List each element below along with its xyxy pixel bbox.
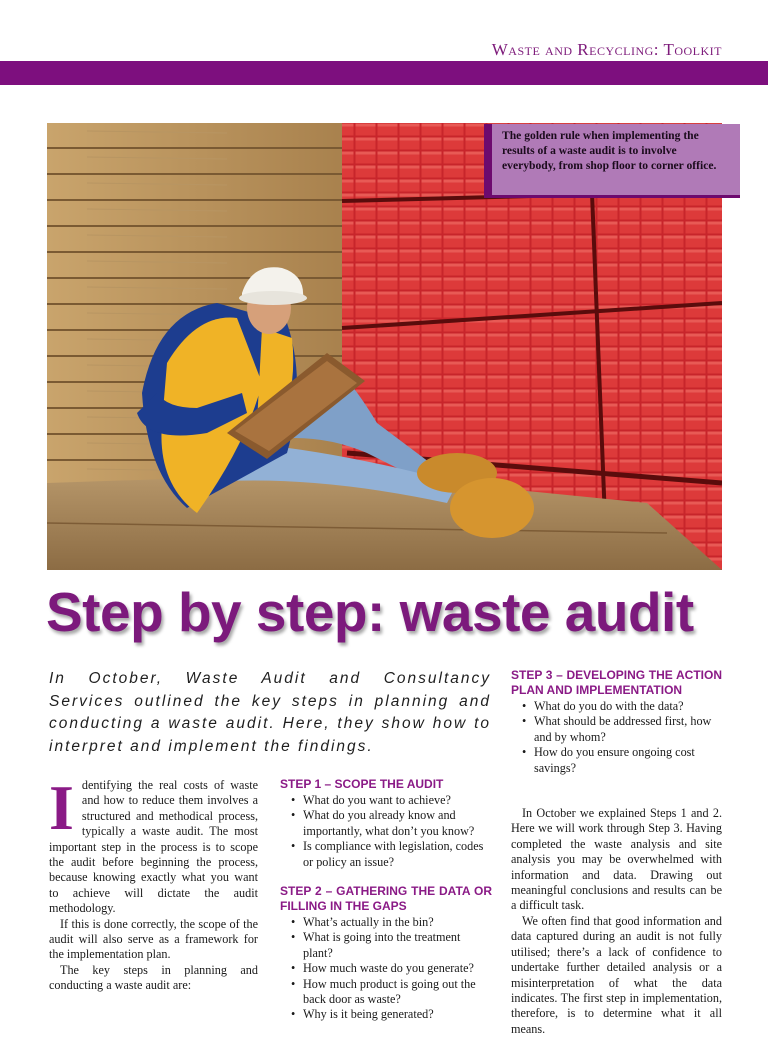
body-paragraph: In October we explained Steps 1 and 2. Here we will work through Step 3. Having completed the waste analysis and site analysis you may be overwhelmed with information and data. Drawing out meaningful conclusions and results can be a difficult task. [511,806,722,913]
step2-heading: STEP 2 – GATHERING THE DATA OR FILLING IN THE GAPS [280,884,492,914]
article-headline: Step by step: waste audit [46,581,694,643]
body-column-2 [280,777,492,1037]
list-item: • How much product is going out the back door as waste? [280,977,492,1008]
list-item: • Why is it being generated? [280,1007,492,1022]
list-item: • Is compliance with legislation, codes or policy an issue? [280,839,492,870]
body-paragraph: The key steps in planning and conducting a waste audit are: [49,962,258,993]
body-column-1 [49,772,258,994]
list-item: • What is going into the treatment plant? [280,930,492,961]
step1-list [280,793,492,870]
list-item: • How much waste do you generate? [280,961,492,976]
step3-heading: STEP 3 – DEVELOPING THE ACTION PLAN AND IMPLEMENTATION [511,668,722,697]
spacer [511,790,722,806]
intro-standfirst: In October, Waste Audit and Consultancy Services outlined the key steps in planning and conducting a waste audit. Here, they show how to interpret and implement the findings. [49,670,491,755]
step1-heading: STEP 1 – SCOPE THE AUDIT [280,777,444,791]
list-item: • What’s actually in the bin? [280,915,492,930]
pull-quote: The golden rule when implementing the results of a waste audit is to involve everybody, from shop floor to corner office. [484,124,740,198]
list-item: • What should be addressed first, how and by whom? [511,714,722,745]
list-item: • What do you do with the data? [511,699,722,714]
body-paragraph: dentifying the real costs of waste and how to reduce them involves a structured and methodical process, typically a waste audit. The most important step in the process is to scope the audit before beginning the process, because knowing exactly what you want to achieve will dictate the audit methodology. [49,778,258,916]
step2-list [280,915,492,1023]
drop-cap: I [49,772,74,843]
list-item: • What do you already know and importantly, what don’t you know? [280,808,492,839]
step3-list [511,699,722,776]
body-column-3 [511,668,722,1037]
header-bar [0,61,768,85]
body-paragraph: If this is done correctly, the scope of the audit will also serve as a framework for the implementation plan. [49,916,258,962]
list-item: • How do you ensure ongoing cost savings? [511,745,722,776]
running-header: Waste and Recycling: Toolkit [491,40,722,59]
list-item: • What do you want to achieve? [280,793,492,808]
body-paragraph: We often find that good information and data captured during an audit is not fully utilised; there’s a lack of confidence to undertake further detailed analysis or a misinterpretation of what the data indicates. The first step in implementation, therefore, is to determine what it all means. [511,913,722,1036]
